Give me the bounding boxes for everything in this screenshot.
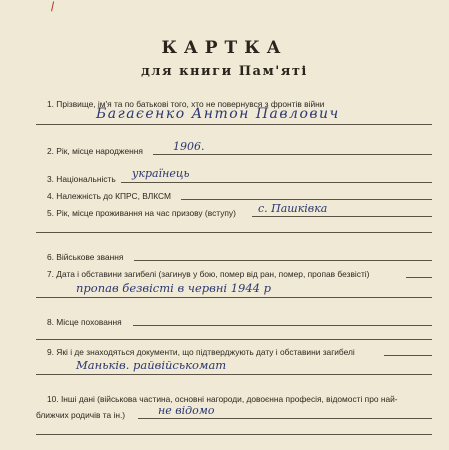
field-7-line-a [406,277,432,278]
red-pen-mark [51,1,60,12]
field-9-value: Маньків. райвійськомат [76,358,227,372]
field-7-value: пропав безвісті в червні 1944 р [76,281,272,295]
field-3-label: 3. Національність [47,174,116,184]
field-5-extra-line [36,232,432,233]
field-5-label: 5. Рік, місце проживання на час призову (вступу) [47,208,236,218]
field-6-label: 6. Військове звання [47,252,124,262]
field-7-line-b [36,297,432,298]
field-5-value: с. Пашківка [258,202,328,215]
field-2-label: 2. Рік, місце народження [47,146,143,156]
field-10-label-b: ближчих родичів та ін.) [36,410,126,420]
field-10-value: не відомо [158,404,215,417]
field-8-extra-line [36,339,432,340]
field-8-label: 8. Місце поховання [47,317,122,327]
field-9-line-a [384,355,432,356]
field-3-value: українець [132,167,190,180]
field-4-label: 4. Належність до КПРС, ВЛКСМ [47,191,171,201]
field-9-line-b [36,374,432,375]
field-2-value: 1906. [173,140,205,153]
field-7-label: 7. Дата і обставини загибелі (загинув у бою, помер від ран, помер, пропав безвісті) [47,269,370,279]
field-9-label: 9. Які і де знаходяться документи, що підтверджують дату і обставини загибелі [47,347,355,357]
field-1-value: Багаєенко Антон Павлович [96,106,340,122]
field-4-line [181,199,432,200]
field-3-line [121,182,432,183]
field-10-extra-line [36,434,432,435]
field-10-line [138,418,432,419]
card-title: КАРТКА [161,38,288,58]
field-6-line [134,260,432,261]
field-10-label-a: 10. Інші дані (військова частина, основні нагороди, довоєнна професія, відомості про най- [47,394,398,404]
field-8-line [133,325,432,326]
field-1-line [36,124,432,125]
card-subtitle: для книги Пам'яті [141,64,308,79]
field-2-line [153,154,432,155]
field-1-label: 1. Прізвище, ім'я та по батькові того, хто не повернувся з фронтів війни [47,99,325,109]
field-5-line [252,216,432,217]
